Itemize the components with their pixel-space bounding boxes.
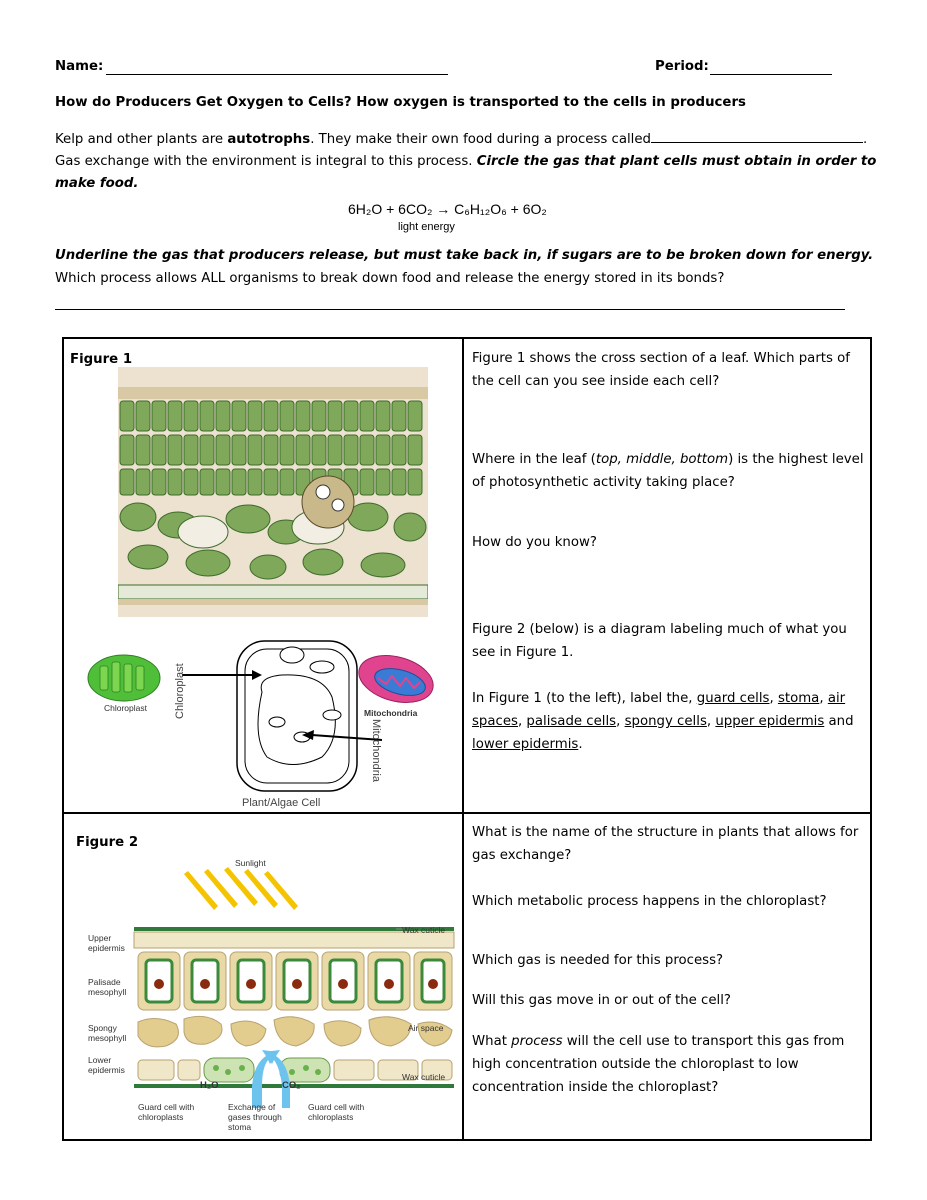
answer-line[interactable] [55, 309, 845, 310]
figure2-cell [63, 813, 463, 1140]
figure2-label: Figure 2 [76, 835, 139, 850]
term-palisade-cells: palisade cells [526, 714, 617, 729]
period-blank[interactable] [710, 62, 832, 75]
intro-line-1: Kelp and other plants are autotrophs. They make their own food during a process called . [55, 132, 868, 147]
exchange-label: Exchange of gases through stoma [228, 1102, 282, 1132]
term-guard-cells: guard cells [696, 691, 770, 706]
fig2-question-4: Will this gas move in or out of the cell? [472, 993, 731, 1008]
name-label: Name: [55, 59, 104, 74]
period-label: Period: [655, 59, 709, 74]
plant-cell-diagram [182, 637, 382, 797]
mitochondria-image [356, 652, 438, 707]
process-blank[interactable] [651, 130, 863, 143]
co2-label: CO₂ [282, 1080, 301, 1091]
air-space-label: Air space [408, 1023, 444, 1033]
which-process-question: Which process allows ALL organisms to break down food and release the energy stored in its bonds? [55, 271, 725, 286]
leaf-cross-section-image [118, 367, 428, 617]
fig1-question-3: How do you know? [472, 535, 597, 550]
term-stoma: stoma [777, 691, 820, 706]
mitochondria-caption: Mitochondria [364, 708, 418, 718]
autotrophs-term: autotrophs [227, 132, 311, 147]
fig2-question-2: Which metabolic process happens in the chloroplast? [472, 894, 827, 909]
figure1-questions-cell [463, 338, 871, 813]
upper-epidermis-label: Upper epidermis [88, 933, 125, 953]
term-upper-epidermis: upper epidermis [715, 714, 825, 729]
sunlight-label: Sunlight [235, 858, 266, 868]
lower-epidermis-label: Lower epidermis [88, 1055, 125, 1075]
fig1-question-5: In Figure 1 (to the left), label the, guard cells, stoma, air spaces, palisade cells, spongy cells, upper epidermis and lower epidermis. [472, 691, 854, 752]
spongy-label: Spongy mesophyll [88, 1023, 127, 1043]
fig1-question-2: Where in the leaf (top, middle, bottom) is the highest level of photosynthetic activity taking place? [472, 452, 864, 490]
fig2-question-1: What is the name of the structure in plants that allows for gas exchange? [472, 825, 859, 863]
intro-line-2: Gas exchange with the environment is integral to this process. Circle the gas that plant cells must obtain in order to [55, 154, 877, 169]
fig1-question-4: Figure 2 (below) is a diagram labeling much of what you see in Figure 1. [472, 622, 847, 660]
mitochondria-label: Mitochondria [370, 719, 382, 782]
fig2-question-3: Which gas is needed for this process? [472, 953, 724, 968]
term-air-spaces: air spaces [472, 691, 846, 729]
guard-cell-left-label: Guard cell with chloroplasts [138, 1102, 195, 1122]
wax-cuticle-top-label: Wax cuticle [402, 925, 446, 935]
figure1-label: Figure 1 [70, 352, 133, 367]
intro-line-3: make food. [55, 176, 139, 191]
term-spongy-cells: spongy cells [624, 714, 707, 729]
term-lower-epidermis: lower epidermis [472, 737, 579, 752]
chloroplast-caption: Chloroplast [104, 703, 147, 713]
page-title: How do Producers Get Oxygen to Cells? How oxygen is transported to the cells in producers [55, 95, 746, 110]
underline-instruction: Underline the gas that producers release, but must take back in, if sugars are to be broken down for energy. [55, 248, 874, 263]
h2o-label: H₂O [200, 1080, 219, 1091]
fig2-question-5: What process will the cell use to transport this gas from high concentration outside the chloroplast to low concentration inside the chloroplast? [472, 1034, 845, 1095]
plant-cell-caption: Plant/Algae Cell [242, 797, 321, 809]
name-blank[interactable] [106, 62, 448, 75]
photosynthesis-equation: 6H₂O + 6CO₂ → C₆H₁₂O₆ + 6O₂ [348, 201, 547, 217]
figure1-cell [63, 338, 463, 813]
palisade-label: Palisade mesophyll [88, 977, 127, 997]
guard-cell-right-label: Guard cell with chloroplasts [308, 1102, 365, 1122]
light-energy-label: light energy [398, 221, 455, 233]
chloroplast-label: Chloroplast [174, 663, 186, 719]
wax-cuticle-bottom-label: Wax cuticle [402, 1072, 446, 1082]
figure2-questions-cell [463, 813, 871, 1140]
worksheet-table [62, 337, 872, 1141]
fig1-question-1: Figure 1 shows the cross section of a leaf. Which parts of the cell can you see inside each cell? [472, 351, 850, 389]
chloroplast-image [86, 652, 166, 707]
